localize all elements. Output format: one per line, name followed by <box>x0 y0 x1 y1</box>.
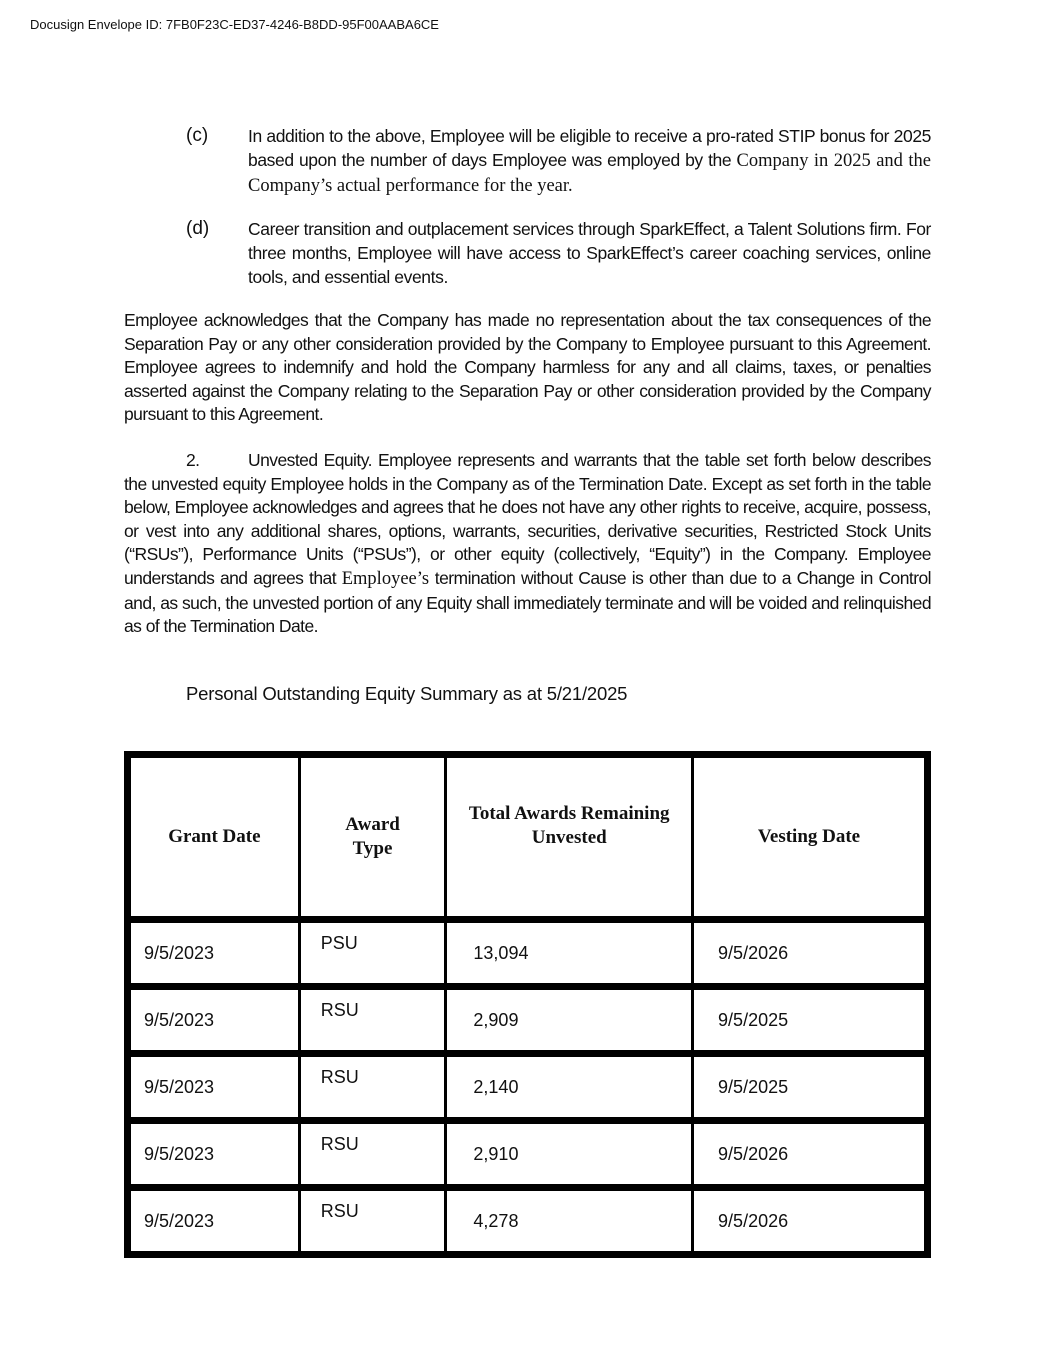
header-vesting-date: Vesting Date <box>693 755 928 920</box>
cell-vesting-date: 9/5/2026 <box>693 1188 928 1255</box>
cell-award-type: PSU <box>299 920 446 987</box>
cell-award-type: RSU <box>299 1188 446 1255</box>
table-header-row <box>128 755 928 920</box>
header-award-type <box>299 755 446 920</box>
list-item-text-serif: Company in 2025 and the Company’s actual performance for the year. <box>248 151 931 196</box>
list-marker: (d) <box>186 218 210 239</box>
list-item-text <box>248 124 931 198</box>
cell-total-unvested: 13,094 <box>446 920 693 987</box>
cell-award-type: RSU <box>299 1121 446 1188</box>
cell-total-unvested: 4,278 <box>446 1188 693 1255</box>
cell-award-type: RSU <box>299 987 446 1054</box>
section-2-text-serif: Employee’s <box>341 568 430 589</box>
cell-award-type: RSU <box>299 1054 446 1121</box>
header-total-awards <box>446 755 693 920</box>
cell-total-unvested: 2,910 <box>446 1121 693 1188</box>
section-2-text-after: termination without Cause is other than due to a Change in Control and, as such, the unvested portion of any Equity shall immediately terminate and will be voided and relinquished as of the Termination Date. <box>124 567 932 637</box>
cell-grant-date: 9/5/2023 <box>128 987 300 1054</box>
tax-paragraph: Employee acknowledges that the Company has made no representation about the tax consequences of the Separation Pay or any other consideration provided by the Company to Employee pursuant to this Agreement. Employee agrees to indemnify and hold the Company harmless for any and all claims, taxes, or penalties asserted against the Company relating to the Separation Pay or other consideration provided by the Company pursuant to this Agreement. <box>124 310 931 425</box>
section-2-paragraph <box>124 449 931 639</box>
header-award-type-line2: Type <box>352 838 393 859</box>
table-row <box>128 1121 928 1188</box>
header-award-type-line1: Award <box>345 814 400 835</box>
cell-vesting-date: 9/5/2026 <box>693 1121 928 1188</box>
list-item-text: Career transition and outplacement services through SparkEffect, a Talent Solutions firm. For three months, Employee will have access to SparkEffect’s career coaching services, online tools, and essential events. <box>248 219 931 287</box>
cell-grant-date: 9/5/2023 <box>128 920 300 987</box>
cell-grant-date: 9/5/2023 <box>128 1054 300 1121</box>
list-item-d <box>186 217 931 289</box>
header-total-line1: Total Awards Remaining <box>468 803 670 824</box>
equity-summary-table <box>124 751 931 1258</box>
section-2-text: Unvested Equity. Employee represents and warrants that the table set forth below describes the unvested equity Employee holds in the Company as of the Termination Date. Except as set forth in the table below, Employee acknowledges and agrees that he does not have any other rights to receive, acquire, possess, or vest into any additional shares, options, warrants, securities, derivative securities, Restricted Stock Units (“RSUs”), Performance Units (“PSUs”), or other equity (collectively, “Equity”) in the Company. Employee understands and agrees that <box>124 450 931 588</box>
cell-vesting-date: 9/5/2026 <box>693 920 928 987</box>
section-number: 2. <box>186 450 200 470</box>
table-caption: Personal Outstanding Equity Summary as at 5/21/2025 <box>186 683 628 704</box>
list-item-text-sans: In addition to the above, Employee will be eligible to receive a pro-rated STIP bonus for 2025 based upon the number of days Employee was employed by the <box>248 126 931 170</box>
table-row <box>128 1054 928 1121</box>
list-item-c <box>186 124 931 198</box>
list-marker: (c) <box>186 125 209 146</box>
cell-grant-date: 9/5/2023 <box>128 1188 300 1255</box>
cell-grant-date: 9/5/2023 <box>128 1121 300 1188</box>
header-grant-date: Grant Date <box>128 755 300 920</box>
header-total-line2: Unvested <box>531 827 607 848</box>
docusign-envelope-id: Docusign Envelope ID: 7FB0F23C-ED37-4246-B8DD-95F00AABA6CE <box>30 17 439 32</box>
cell-vesting-date: 9/5/2025 <box>693 1054 928 1121</box>
table-row <box>128 1188 928 1255</box>
cell-vesting-date: 9/5/2025 <box>693 987 928 1054</box>
cell-total-unvested: 2,140 <box>446 1054 693 1121</box>
table-row <box>128 920 928 987</box>
cell-total-unvested: 2,909 <box>446 987 693 1054</box>
table-row <box>128 987 928 1054</box>
